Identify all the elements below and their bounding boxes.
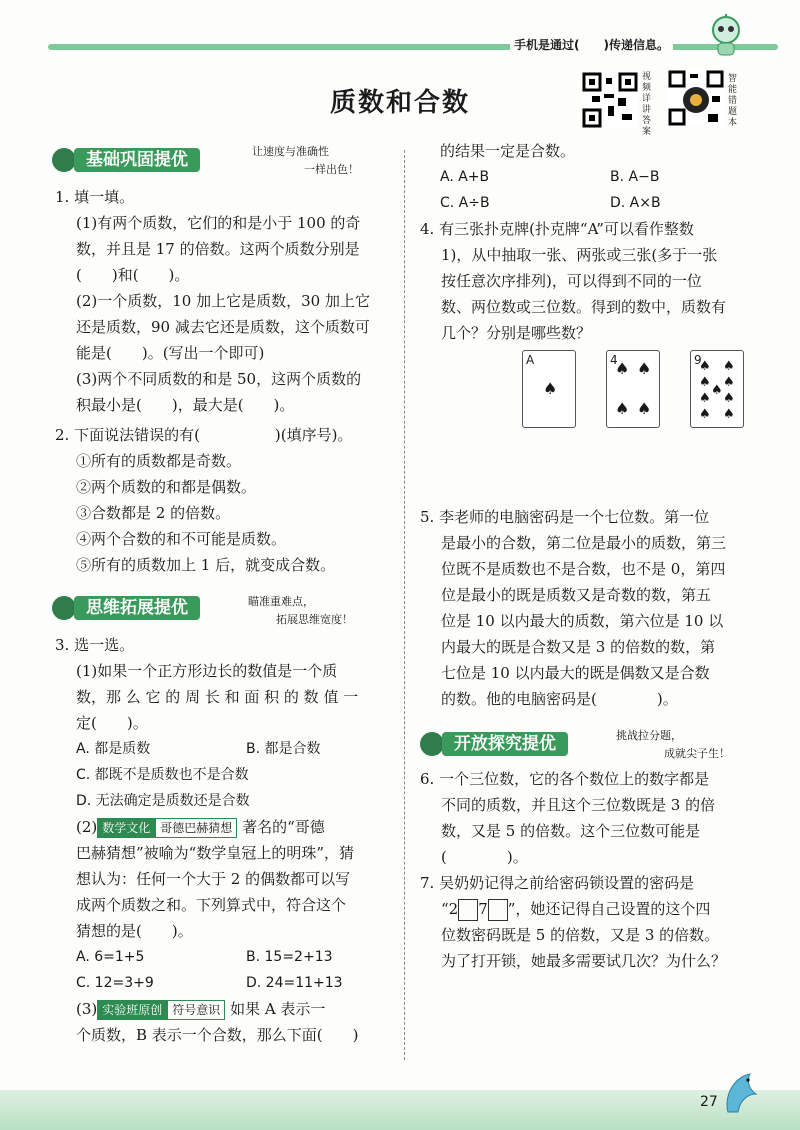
question-text: 3. 选一选。 bbox=[55, 636, 135, 654]
question-text: (3)两个不同质数的和是 50，这两个质数的 bbox=[76, 370, 362, 388]
answer-blank[interactable]: ( )和( )。 bbox=[76, 266, 190, 284]
qr-code-icon[interactable] bbox=[668, 70, 724, 126]
category-tag: 实验班原创 bbox=[97, 1000, 167, 1020]
answer-blank[interactable]: 定( )。 bbox=[76, 714, 148, 732]
question-text: 成两个质数之和。下列算式中，符合这个 bbox=[76, 896, 347, 914]
qr-caption-video: 视频详讲答案 bbox=[642, 72, 652, 137]
page-title: 质数和合数 bbox=[329, 88, 470, 118]
spade-icon: ♠ bbox=[637, 399, 652, 418]
spade-icon: ♠ bbox=[637, 359, 652, 378]
question-1 bbox=[55, 184, 395, 418]
answer-blank[interactable]: 猜想的是( )。 bbox=[76, 922, 193, 940]
option-b[interactable]: B. 15=2+13 bbox=[246, 949, 333, 965]
list-item: ⑤所有的质数加上 1 后，就变成合数。 bbox=[76, 556, 336, 574]
card-rank: 9 bbox=[694, 353, 702, 367]
question-text: 数，又是 5 的倍数。这个三位数可能是 bbox=[441, 822, 701, 840]
question-text: 几个？分别是哪些数？ bbox=[441, 324, 592, 342]
option-d[interactable]: D. 无法确定是质数还是合数 bbox=[76, 793, 250, 809]
list-item: ③合数都是 2 的倍数。 bbox=[76, 504, 231, 522]
question-text: 1)，从中抽取一张、两张或三张(多于一张 bbox=[441, 246, 718, 264]
question-text: 6. 一个三位数，它的各个数位上的数字都是 bbox=[420, 770, 710, 788]
question-text: 还是质数，90 减去它还是质数，这个质数可 bbox=[76, 318, 370, 336]
question-text: 位数密码既是 5 的倍数，又是 3 的倍数。 bbox=[441, 926, 720, 944]
spade-icon: ♠ bbox=[699, 359, 711, 374]
header-question: 手机是通过( )传递信息。 bbox=[510, 36, 673, 53]
section-note: 挑战拉分题， bbox=[616, 729, 682, 742]
topic-tag: 符号意识 bbox=[167, 1000, 225, 1020]
spade-icon: ♠ bbox=[699, 407, 711, 422]
question-text: 数、两位数或三位数。得到的数中，质数有 bbox=[441, 298, 727, 316]
spade-icon: ♠ bbox=[723, 375, 735, 390]
option-c[interactable]: C. 都既不是质数也不是合数 bbox=[76, 767, 249, 783]
question-6 bbox=[420, 766, 780, 870]
list-item: ④两个合数的和不可能是质数。 bbox=[76, 530, 287, 548]
question-text: (3) bbox=[76, 1000, 98, 1018]
section-label: 思维拓展提优 bbox=[74, 596, 200, 620]
question-text: “2 bbox=[441, 900, 459, 918]
list-item: ②两个质数的和都是偶数。 bbox=[76, 478, 257, 496]
answer-blank[interactable]: 能是( )。(写出一个即可) bbox=[76, 344, 265, 362]
question-text: 如果 A 表示一 bbox=[230, 1000, 326, 1018]
list-item: ①所有的质数都是奇数。 bbox=[76, 452, 242, 470]
spade-icon: ♠ bbox=[615, 399, 630, 418]
question-2 bbox=[55, 422, 405, 578]
question-text: 七位是 10 以内最大的既是偶数又是合数 bbox=[441, 664, 710, 682]
section-note: 一样出色！ bbox=[304, 163, 359, 176]
target-icon bbox=[52, 148, 76, 172]
digit-box[interactable] bbox=[488, 899, 508, 921]
question-5 bbox=[420, 504, 780, 712]
option-b[interactable]: B. 都是合数 bbox=[246, 741, 321, 757]
section-note: 让速度与准确性 bbox=[252, 145, 329, 158]
question-text: (1)如果一个正方形边长的数值是一个质 bbox=[76, 662, 338, 680]
question-text: 7. 吴奶奶记得之前给密码锁设置的密码是 bbox=[420, 874, 695, 892]
footer-band bbox=[0, 1090, 800, 1130]
question-text: 为了打开锁，她最多需要试几次？为什么？ bbox=[441, 952, 727, 970]
dolphin-icon bbox=[720, 1068, 764, 1120]
question-text: ”，她还记得自己设置的这个四 bbox=[507, 900, 711, 918]
spade-icon: ♠ bbox=[723, 407, 735, 422]
question-text: 数，那 么 它 的 周 长 和 面 积 的 数 值 一 bbox=[76, 688, 359, 706]
answer-blank[interactable]: 个质数，B 表示一个合数，那么下面( ) bbox=[76, 1026, 359, 1044]
page-number: 27 bbox=[700, 1094, 718, 1110]
card-rank: 4 bbox=[610, 353, 618, 367]
question-3 bbox=[55, 632, 395, 1048]
question-text: 是最小的合数，第二位是最小的质数，第三 bbox=[441, 534, 727, 552]
option-a[interactable]: A. A+B bbox=[440, 169, 490, 185]
spade-icon: ♠ bbox=[711, 383, 723, 398]
option-c[interactable]: C. A÷B bbox=[440, 195, 490, 211]
question-text: 位是最小的既是质数又是奇数的数，第五 bbox=[441, 586, 712, 604]
section-label: 开放探究提优 bbox=[442, 732, 568, 756]
column-divider bbox=[404, 150, 405, 1060]
section-explore bbox=[420, 729, 780, 760]
question-text: 5. 李老师的电脑密码是一个七位数。第一位 bbox=[420, 508, 710, 526]
question-text: 位是 10 以内最大的质数，第六位是 10 以 bbox=[441, 612, 724, 630]
spade-icon: ♠ bbox=[615, 359, 630, 378]
option-d[interactable]: D. A×B bbox=[610, 195, 661, 211]
section-thinking bbox=[52, 595, 392, 626]
option-a[interactable]: A. 6=1+5 bbox=[76, 949, 145, 965]
digit-box[interactable] bbox=[458, 899, 478, 921]
section-label: 基础巩固提优 bbox=[74, 148, 200, 172]
spade-icon: ♠ bbox=[699, 375, 711, 390]
qr-caption-notebook: 智能错题本 bbox=[728, 74, 738, 128]
section-note: 拓展思维宽度！ bbox=[276, 613, 353, 626]
category-tag: 数学文化 bbox=[97, 818, 155, 838]
question-text: 按任意次序排列)，可以得到不同的一位 bbox=[441, 272, 702, 290]
question-text: 2. 下面说法错误的有( )(填序号)。 bbox=[55, 426, 353, 444]
option-c[interactable]: C. 12=3+9 bbox=[76, 975, 154, 991]
question-3-continued bbox=[440, 138, 770, 216]
option-b[interactable]: B. A−B bbox=[610, 169, 660, 185]
question-text: 巴赫猜想”被喻为“数学皇冠上的明珠”，猜 bbox=[76, 844, 355, 862]
answer-blank[interactable]: ( )。 bbox=[441, 848, 528, 866]
question-text: 1. 填一填。 bbox=[55, 188, 135, 206]
qr-code-icon[interactable] bbox=[582, 72, 638, 128]
question-text: (1)有两个质数，它们的和是小于 100 的奇 bbox=[76, 214, 361, 232]
playing-card-four bbox=[606, 350, 660, 428]
question-text: 数，并且是 17 的倍数。这两个质数分别是 bbox=[76, 240, 360, 258]
spade-icon: ♠ bbox=[723, 359, 735, 374]
section-basic bbox=[52, 145, 392, 176]
spade-icon: ♠ bbox=[543, 379, 558, 398]
playing-card-nine bbox=[690, 350, 744, 428]
satellite-icon bbox=[420, 732, 444, 756]
option-a[interactable]: A. 都是质数 bbox=[76, 741, 151, 757]
question-4 bbox=[420, 216, 780, 346]
card-rank: A bbox=[526, 353, 535, 367]
spade-icon: ♠ bbox=[723, 391, 735, 406]
question-text: 位既不是质数也不是合数，也不是 0，第四 bbox=[441, 560, 726, 578]
question-text: (2) bbox=[76, 818, 98, 836]
playing-card-ace bbox=[522, 350, 576, 428]
question-text: 著名的“哥德 bbox=[242, 818, 325, 836]
question-text: 的结果一定是合数。 bbox=[440, 142, 576, 160]
robot-mascot-icon bbox=[706, 14, 746, 58]
question-text: 不同的质数，并且这个三位数既是 3 的倍 bbox=[441, 796, 716, 814]
section-note: 瞄准重难点， bbox=[248, 595, 314, 608]
answer-blank[interactable]: 的数。他的电脑密码是( )。 bbox=[441, 690, 678, 708]
answer-blank[interactable]: 积最小是( )，最大是( )。 bbox=[76, 396, 295, 414]
question-text: 想认为：任何一个大于 2 的偶数都可以写 bbox=[76, 870, 351, 888]
question-text: 内最大的既是合数又是 3 的倍数的数，第 bbox=[441, 638, 716, 656]
question-text: (2)一个质数，10 加上它是质数，30 加上它 bbox=[76, 292, 370, 310]
ufo-icon bbox=[52, 596, 76, 620]
section-note: 成就尖子生！ bbox=[664, 747, 730, 760]
question-text: 4. 有三张扑克牌(扑克牌“A”可以看作整数 bbox=[420, 220, 694, 238]
spade-icon: ♠ bbox=[699, 391, 711, 406]
question-7 bbox=[420, 870, 780, 974]
option-d[interactable]: D. 24=11+13 bbox=[246, 975, 343, 991]
question-text: 7 bbox=[478, 900, 488, 918]
topic-tag: 哥德巴赫猜想 bbox=[155, 818, 237, 838]
